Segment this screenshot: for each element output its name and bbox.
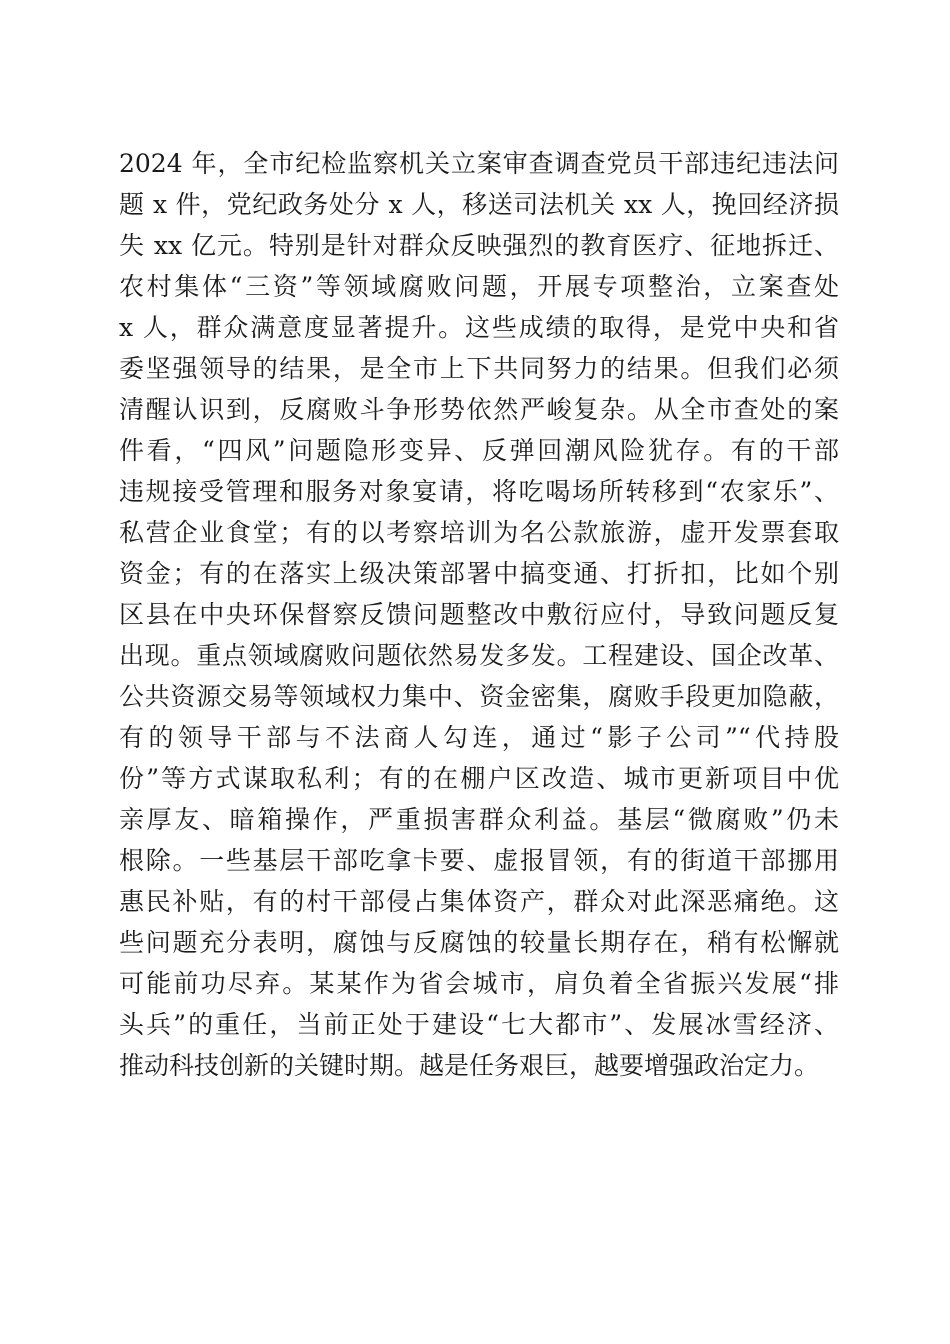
text-line: 些问题充分表明，腐蚀与反腐蚀的较量长期存在，稍有松懈就	[119, 928, 839, 957]
text-line: x 人，群众满意度显著提升。这些成绩的取得，是党中央和省	[119, 313, 839, 342]
text-line: 资金；有的在落实上级决策部署中搞变通、打折扣，比如个别	[119, 559, 839, 588]
text-line: 出现。重点领域腐败问题依然易发多发。工程建设、国企改革、	[119, 641, 839, 670]
text-line: 清醒认识到，反腐败斗争形势依然严峻复杂。从全市查处的案	[119, 395, 839, 424]
text-line: 失 xx 亿元。特别是针对群众反映强烈的教育医疗、征地拆迁、	[119, 231, 839, 260]
text-line: 亲厚友、暗箱操作，严重损害群众利益。基层“微腐败”仍未	[119, 805, 839, 834]
text-line: 件看，“四风”问题隐形变异、反弹回潮风险犹存。有的干部	[119, 436, 839, 465]
text-line: 违规接受管理和服务对象宴请，将吃喝场所转移到“农家乐”、	[119, 477, 839, 506]
text-line: 私营企业食堂；有的以考察培训为名公款旅游，虚开发票套取	[119, 518, 839, 547]
text-line: 2024 年，全市纪检监察机关立案审查调查党员干部违纪违法问	[119, 149, 839, 178]
text-line: 题 x 件，党纪政务处分 x 人，移送司法机关 xx 人，挽回经济损	[119, 190, 839, 219]
text-line: 推动科技创新的关键时期。越是任务艰巨，越要增强政治定力。	[119, 1051, 820, 1080]
text-line: 根除。一些基层干部吃拿卡要、虚报冒领，有的街道干部挪用	[119, 846, 839, 875]
text-line: 农村集体“三资”等领域腐败问题，开展专项整治，立案查处	[119, 272, 839, 301]
text-line: 份”等方式谋取私利；有的在棚户区改造、城市更新项目中优	[119, 764, 839, 793]
text-line: 头兵”的重任，当前正处于建设“七大都市”、发展冰雪经济、	[119, 1010, 839, 1039]
text-line: 区县在中央环保督察反馈问题整改中敷衍应付，导致问题反复	[119, 600, 839, 629]
text-line: 惠民补贴，有的村干部侵占集体资产，群众对此深恶痛绝。这	[119, 887, 839, 916]
text-line: 可能前功尽弃。某某作为省会城市，肩负着全省振兴发展“排	[119, 969, 839, 998]
text-line: 有的领导干部与不法商人勾连，通过“影子公司”“代持股	[119, 723, 839, 752]
text-line: 公共资源交易等领域权力集中、资金密集，腐败手段更加隐蔽，	[119, 682, 839, 711]
body-paragraph	[119, 143, 839, 1086]
text-line: 委坚强领导的结果，是全市上下共同努力的结果。但我们必须	[119, 354, 839, 383]
